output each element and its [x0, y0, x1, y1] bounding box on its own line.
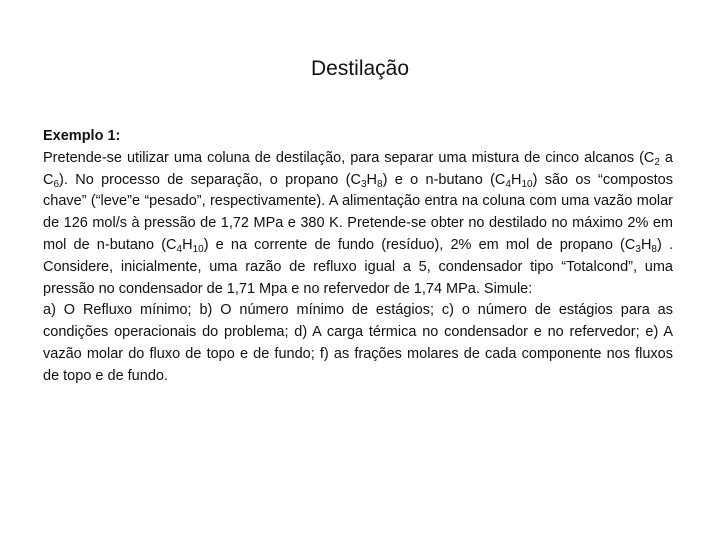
example-content	[43, 126, 673, 388]
example-heading: Exemplo 1:	[43, 128, 121, 144]
problem-statement: Pretende-se utilizar uma coluna de destilação, para separar uma mistura de cinco alcanos ($C_2$ a $C_6$). No processo de separação, o propano $(C_3H_8)$ e o n-butano $(C_4H_{10})$ são os “compostos chave” (“leve”e “pesado”, respectivamente). A alimentação entra na coluna com uma vazão molar de 126 mol/s à pressão de 1,72 MPa e 380 K. Pretende-se obter no destilado no máximo 2% em mol de n-butano $(C_4H_{10})$ e na corrente de fundo (resíduo), 2% em mol de propano $(C_3H_8)$ . Considere, inicialmente, uma razão de refluxo igual a 5, condensador tipo “Totalcond”, uma pressão no condensador de 1,71 Mpa e no refervedor de 1,74 MPa. Simule:	[43, 149, 673, 297]
slide-title: Destilação	[310, 57, 410, 80]
question-list: a) O Refluxo mínimo; b) O número mínimo de estágios; c) o número de estágios para as condições operacionais do problema; d) A carga térmica no condensador e no refervedor; e) A vazão molar do fluxo de topo e de fundo; f) as frações molares de cada componente nos fluxos de topo e de fundo.	[43, 302, 673, 384]
